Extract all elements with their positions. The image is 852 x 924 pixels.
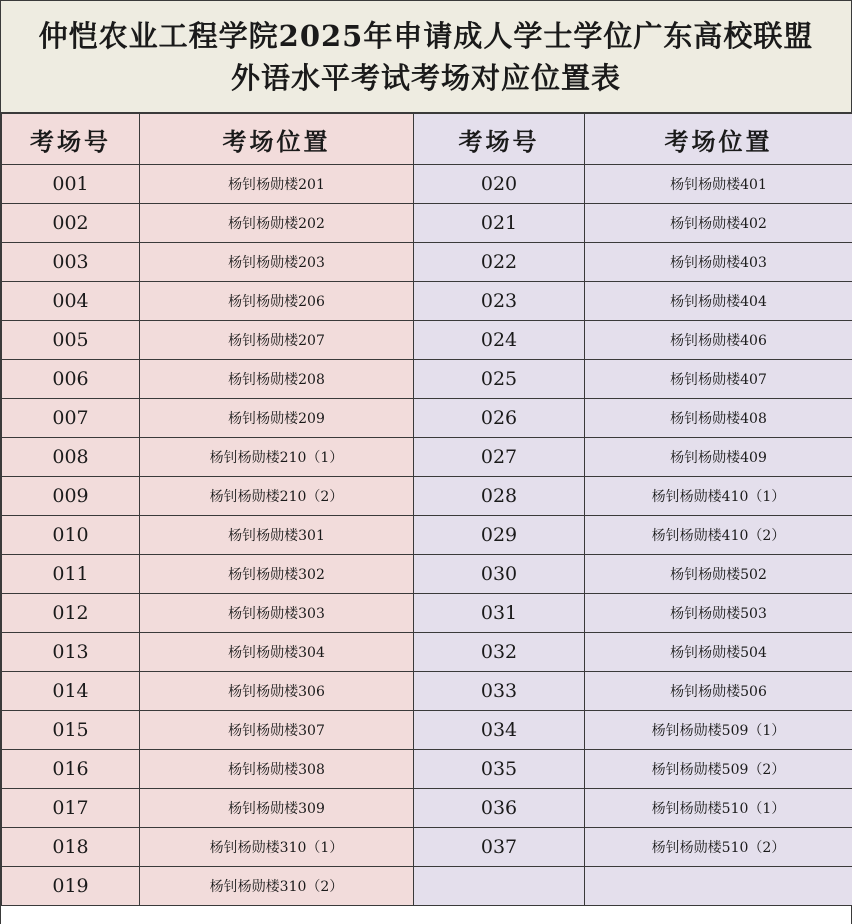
right-room-number: 026	[414, 399, 585, 438]
right-room-number: 025	[414, 360, 585, 399]
table-row	[2, 399, 852, 438]
left-room-location: 杨钊杨勋楼210（1）	[140, 438, 414, 477]
right-room-number: 022	[414, 243, 585, 282]
left-room-location: 杨钊杨勋楼310（2）	[140, 867, 414, 906]
left-room-number: 013	[2, 633, 140, 672]
left-room-location: 杨钊杨勋楼309	[140, 789, 414, 828]
left-room-number: 002	[2, 204, 140, 243]
title-line-1: 仲恺农业工程学院2025年申请成人学士学位广东高校联盟	[38, 18, 814, 53]
right-room-location: 杨钊杨勋楼403	[585, 243, 852, 282]
right-room-location: 杨钊杨勋楼401	[585, 165, 852, 204]
table-header-row	[2, 114, 852, 165]
right-room-location: 杨钊杨勋楼510（2）	[585, 828, 852, 867]
table-row	[2, 477, 852, 516]
right-room-number: 024	[414, 321, 585, 360]
header-right-room-number: 考场号	[414, 114, 585, 165]
left-room-number: 014	[2, 672, 140, 711]
right-room-location: 杨钊杨勋楼510（1）	[585, 789, 852, 828]
exam-room-table	[1, 113, 852, 906]
left-room-location: 杨钊杨勋楼301	[140, 516, 414, 555]
table-row	[2, 360, 852, 399]
right-room-location: 杨钊杨勋楼407	[585, 360, 852, 399]
document-title	[1, 0, 851, 113]
table-row	[2, 672, 852, 711]
left-room-number: 009	[2, 477, 140, 516]
right-room-location: 杨钊杨勋楼410（2）	[585, 516, 852, 555]
left-room-location: 杨钊杨勋楼310（1）	[140, 828, 414, 867]
table-row	[2, 555, 852, 594]
left-room-number: 017	[2, 789, 140, 828]
left-room-number: 003	[2, 243, 140, 282]
right-room-location: 杨钊杨勋楼509（2）	[585, 750, 852, 789]
table-row	[2, 594, 852, 633]
table-row	[2, 711, 852, 750]
right-room-number: 030	[414, 555, 585, 594]
left-room-number: 001	[2, 165, 140, 204]
table-row	[2, 750, 852, 789]
right-room-number: 037	[414, 828, 585, 867]
left-room-location: 杨钊杨勋楼203	[140, 243, 414, 282]
left-room-number: 006	[2, 360, 140, 399]
table-row	[2, 633, 852, 672]
right-room-number: 029	[414, 516, 585, 555]
left-room-number: 004	[2, 282, 140, 321]
table-row	[2, 438, 852, 477]
header-left-room-location: 考场位置	[140, 114, 414, 165]
right-room-location: 杨钊杨勋楼502	[585, 555, 852, 594]
left-room-number: 007	[2, 399, 140, 438]
right-room-location: 杨钊杨勋楼506	[585, 672, 852, 711]
table-row	[2, 828, 852, 867]
left-room-location: 杨钊杨勋楼206	[140, 282, 414, 321]
left-room-location: 杨钊杨勋楼202	[140, 204, 414, 243]
left-room-location: 杨钊杨勋楼210（2）	[140, 477, 414, 516]
right-room-number: 021	[414, 204, 585, 243]
left-room-number: 012	[2, 594, 140, 633]
left-room-number: 018	[2, 828, 140, 867]
right-room-number: 028	[414, 477, 585, 516]
table-row	[2, 516, 852, 555]
right-room-number: 035	[414, 750, 585, 789]
table-row	[2, 321, 852, 360]
header-left-room-number: 考场号	[2, 114, 140, 165]
left-room-number: 010	[2, 516, 140, 555]
header-right-room-location: 考场位置	[585, 114, 852, 165]
right-room-location: 杨钊杨勋楼406	[585, 321, 852, 360]
right-room-location: 杨钊杨勋楼408	[585, 399, 852, 438]
right-room-location: 杨钊杨勋楼404	[585, 282, 852, 321]
left-room-location: 杨钊杨勋楼308	[140, 750, 414, 789]
table-row	[2, 789, 852, 828]
left-room-number: 015	[2, 711, 140, 750]
right-room-location: 杨钊杨勋楼410（1）	[585, 477, 852, 516]
right-room-number: 023	[414, 282, 585, 321]
table-row	[2, 282, 852, 321]
right-room-location: 杨钊杨勋楼504	[585, 633, 852, 672]
table-row	[2, 243, 852, 282]
right-room-number: 027	[414, 438, 585, 477]
left-room-location: 杨钊杨勋楼307	[140, 711, 414, 750]
left-room-number: 016	[2, 750, 140, 789]
left-room-number: 005	[2, 321, 140, 360]
right-room-location: 杨钊杨勋楼402	[585, 204, 852, 243]
right-room-number: 032	[414, 633, 585, 672]
right-room-number: 033	[414, 672, 585, 711]
table-row	[2, 204, 852, 243]
left-room-location: 杨钊杨勋楼201	[140, 165, 414, 204]
left-room-location: 杨钊杨勋楼304	[140, 633, 414, 672]
right-room-number: 031	[414, 594, 585, 633]
left-room-location: 杨钊杨勋楼209	[140, 399, 414, 438]
right-room-location: 杨钊杨勋楼409	[585, 438, 852, 477]
right-room-number: 036	[414, 789, 585, 828]
table-row	[2, 165, 852, 204]
left-room-location: 杨钊杨勋楼303	[140, 594, 414, 633]
left-room-number: 008	[2, 438, 140, 477]
right-room-location	[585, 867, 852, 906]
left-room-location: 杨钊杨勋楼302	[140, 555, 414, 594]
left-room-location: 杨钊杨勋楼208	[140, 360, 414, 399]
right-room-location: 杨钊杨勋楼503	[585, 594, 852, 633]
right-room-number: 034	[414, 711, 585, 750]
right-room-number	[414, 867, 585, 906]
right-room-location: 杨钊杨勋楼509（1）	[585, 711, 852, 750]
title-line-2: 外语水平考试考场对应位置表	[230, 60, 621, 95]
left-room-number: 011	[2, 555, 140, 594]
table-row	[2, 867, 852, 906]
left-room-location: 杨钊杨勋楼306	[140, 672, 414, 711]
left-room-number: 019	[2, 867, 140, 906]
left-room-location: 杨钊杨勋楼207	[140, 321, 414, 360]
right-room-number: 020	[414, 165, 585, 204]
